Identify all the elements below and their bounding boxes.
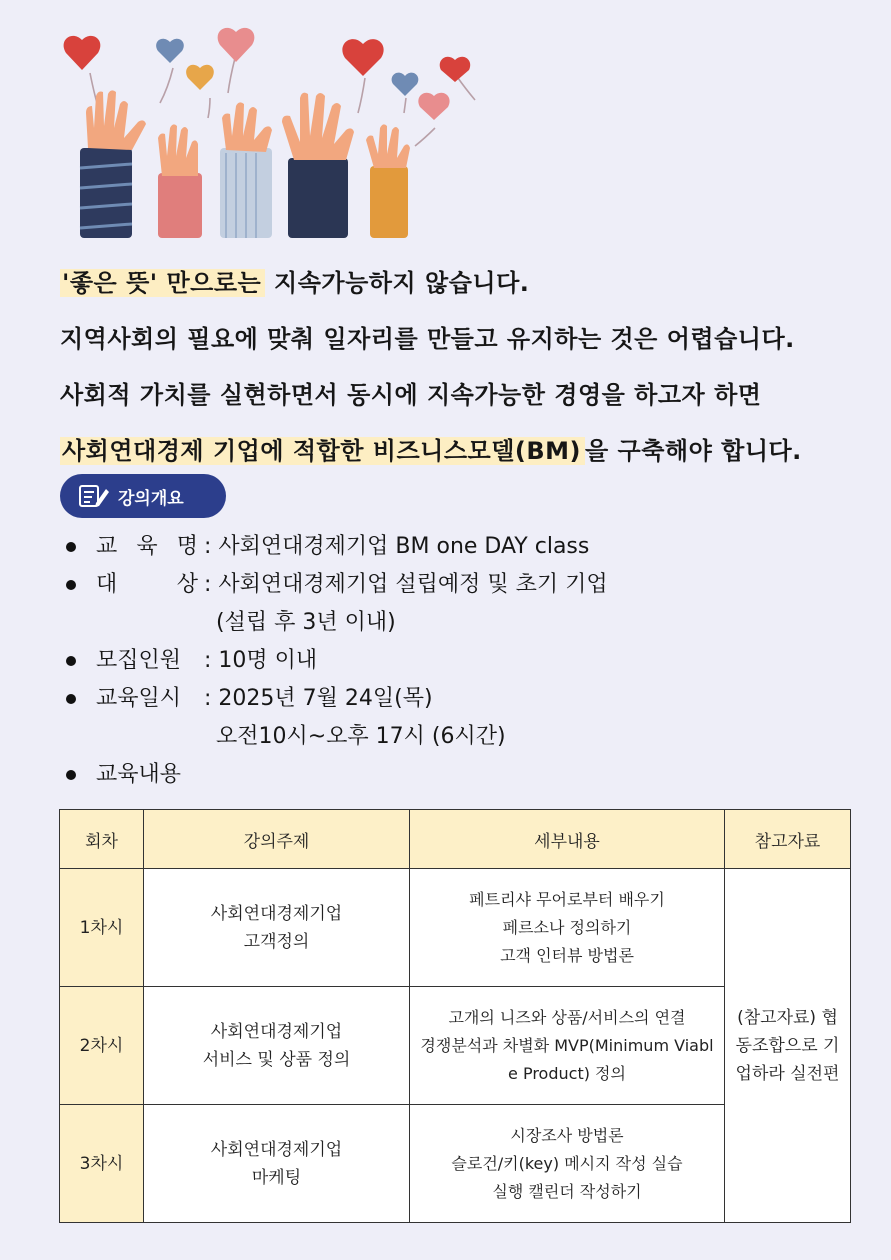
overview-item-datetime bbox=[64, 680, 844, 718]
topic-cell bbox=[144, 869, 410, 987]
detail-line: 슬로건/키(key) 메시지 작성 실습 bbox=[451, 1153, 683, 1173]
detail-line: 경쟁분석과 차별화 MVP(Minimum Viable Product) 정의 bbox=[420, 1035, 714, 1083]
key-char: 육 bbox=[136, 534, 158, 559]
overview-list bbox=[64, 528, 844, 794]
intro-line-4 bbox=[60, 432, 850, 470]
topic-cell bbox=[144, 987, 410, 1105]
intro-line-1-rest: 지속가능하지 않습니다. bbox=[265, 269, 530, 297]
overview-key: 교육내용 bbox=[96, 762, 182, 787]
bullet-icon bbox=[66, 656, 76, 666]
details-cell bbox=[410, 869, 725, 987]
overview-item-capacity bbox=[64, 642, 844, 680]
detail-line: 고개의 니즈와 상품/서비스의 연결 bbox=[448, 1007, 686, 1027]
detail-line: 시장조사 방법론 bbox=[510, 1125, 624, 1145]
overview-key bbox=[96, 528, 198, 566]
topic-cell bbox=[144, 1105, 410, 1223]
topic-line: 사회연대경제기업 bbox=[210, 903, 343, 924]
header-reference: 참고자료 bbox=[725, 810, 851, 869]
key-char: 명 bbox=[176, 534, 198, 559]
separator: : bbox=[204, 534, 219, 559]
overview-key bbox=[96, 566, 198, 604]
session-cell: 2차시 bbox=[60, 987, 144, 1105]
header-details: 세부내용 bbox=[410, 810, 725, 869]
reference-cell: (참고자료) 협동조합으로 기업하라 실전편 bbox=[725, 869, 851, 1223]
separator: : bbox=[204, 572, 219, 597]
session-cell: 3차시 bbox=[60, 1105, 144, 1223]
session-cell: 1차시 bbox=[60, 869, 144, 987]
value-text: 2025년 7월 24일(목) bbox=[218, 686, 433, 711]
topic-line: 마케팅 bbox=[251, 1167, 302, 1188]
highlight-text: 사회연대경제 기업에 적합한 비즈니스모델(BM) bbox=[60, 437, 585, 465]
table-header-row bbox=[60, 810, 851, 869]
key-char: 대 bbox=[96, 572, 118, 597]
curriculum-table bbox=[59, 809, 851, 1223]
overview-value bbox=[204, 566, 608, 604]
detail-line: 페트리샤 무어로부터 배우기 bbox=[469, 889, 665, 909]
overview-item-target bbox=[64, 566, 844, 604]
highlight-text: '좋은 뜻' 만으로는 bbox=[60, 269, 265, 297]
intro-line-1 bbox=[60, 264, 850, 302]
intro-line-3: 사회적 가치를 실현하면서 동시에 지속가능한 경영을 하고자 하면 bbox=[60, 381, 762, 409]
intro-text bbox=[60, 264, 850, 488]
note-pencil-icon bbox=[78, 483, 110, 509]
overview-value bbox=[204, 680, 433, 718]
bullet-icon bbox=[66, 580, 76, 590]
overview-value bbox=[204, 528, 589, 566]
header-topic: 강의주제 bbox=[144, 810, 410, 869]
topic-line: 사회연대경제기업 bbox=[210, 1021, 343, 1042]
details-cell bbox=[410, 1105, 725, 1223]
overview-key: 교육일시 bbox=[96, 686, 182, 711]
separator: : bbox=[204, 686, 219, 711]
overview-item-content bbox=[64, 756, 844, 794]
overview-item-course-name bbox=[64, 528, 844, 566]
bullet-icon bbox=[66, 770, 76, 780]
topic-line: 고객정의 bbox=[243, 931, 310, 952]
key-char: 상 bbox=[176, 572, 198, 597]
section-badge bbox=[60, 474, 226, 518]
detail-line: 실행 캘린더 작성하기 bbox=[492, 1181, 642, 1201]
detail-line: 고객 인터뷰 방법론 bbox=[500, 945, 634, 965]
details-cell bbox=[410, 987, 725, 1105]
overview-value bbox=[204, 642, 317, 680]
overview-key: 모집인원 bbox=[96, 648, 182, 673]
overview-continuation: (설립 후 3년 이내) bbox=[216, 610, 396, 635]
raised-hands-hearts-illustration bbox=[50, 18, 490, 238]
topic-line: 서비스 및 상품 정의 bbox=[202, 1049, 351, 1070]
detail-line: 페르소나 정의하기 bbox=[502, 917, 632, 937]
bullet-icon bbox=[66, 542, 76, 552]
bullet-icon bbox=[66, 694, 76, 704]
topic-line: 사회연대경제기업 bbox=[210, 1139, 343, 1160]
overview-continuation: 오전10시~오후 17시 (6시간) bbox=[216, 724, 506, 749]
intro-line-2: 지역사회의 필요에 맞춰 일자리를 만들고 유지하는 것은 어렵습니다. bbox=[60, 325, 795, 353]
key-char: 교 bbox=[96, 534, 118, 559]
value-text: 사회연대경제기업 설립예정 및 초기 기업 bbox=[218, 572, 608, 597]
section-badge-label: 강의개요 bbox=[118, 488, 184, 509]
value-text: 10명 이내 bbox=[218, 648, 318, 673]
header-session: 회차 bbox=[60, 810, 144, 869]
intro-line-4-rest: 을 구축해야 합니다. bbox=[585, 437, 802, 465]
table-row bbox=[60, 869, 851, 987]
separator: : bbox=[204, 648, 219, 673]
value-text: 사회연대경제기업 BM one DAY class bbox=[218, 534, 590, 559]
